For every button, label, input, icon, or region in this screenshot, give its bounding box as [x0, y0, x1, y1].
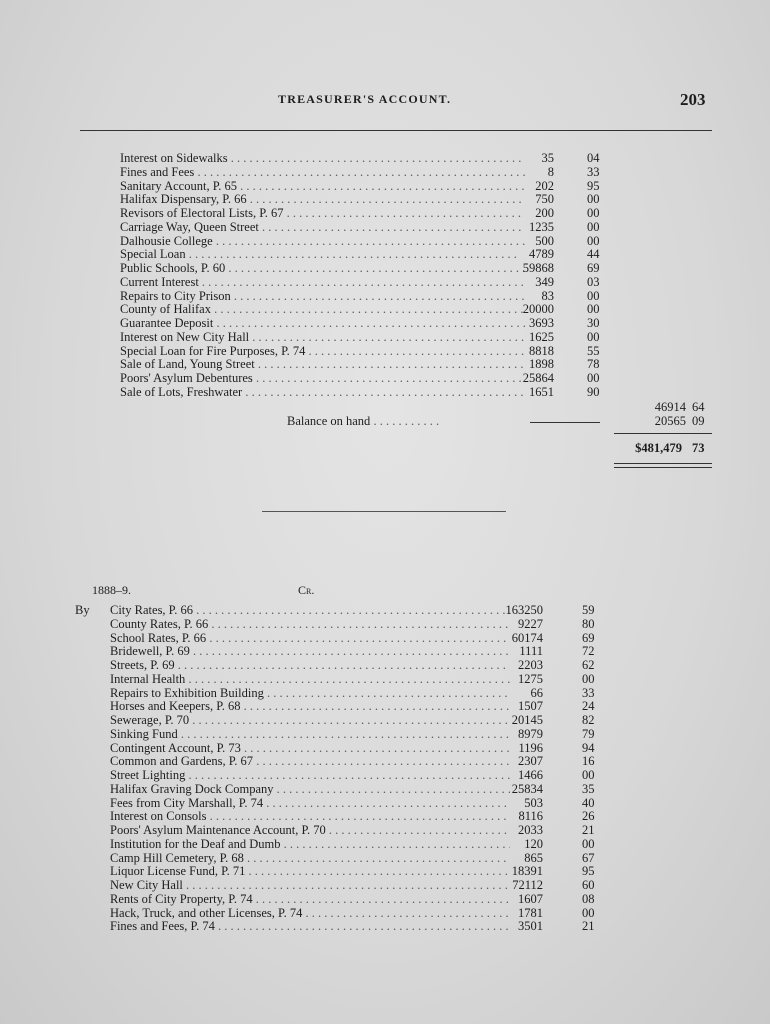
credit-label: Institution for the Deaf and Dumb . . . [110, 837, 510, 851]
credit-dollars: 1507 [518, 699, 543, 714]
credit-cents: 21 [582, 823, 595, 837]
credit-row [0, 672, 770, 686]
debit-row [0, 234, 770, 248]
debit-sum-rule [530, 422, 600, 423]
credit-dollars: 2307 [518, 754, 543, 769]
credit-label: School Rates, P. 66 . . . [110, 631, 510, 645]
section-divider [262, 511, 506, 512]
debit-label: Sanitary Account, P. 65 . . . [120, 179, 525, 193]
credit-cents: 72 [582, 644, 595, 659]
debit-cents: 33 [587, 164, 600, 179]
credit-cents: 67 [582, 850, 595, 865]
credit-cents: 40 [582, 795, 595, 810]
credit-label: Horses and Keepers, P. 68 . . . [110, 699, 510, 713]
debit-row [0, 247, 770, 261]
credit-dollars: 18391 [511, 864, 543, 879]
debit-label: Sale of Lots, Freshwater . . . [120, 385, 525, 399]
credit-label: Contingent Account, P. 73 . . . [110, 741, 510, 755]
credit-dollars: 2033 [518, 823, 543, 837]
debit-row [0, 385, 770, 399]
debit-label: Dalhousie College . . . [120, 234, 525, 248]
debit-row [0, 330, 770, 344]
debit-cents: 69 [587, 261, 600, 275]
credit-row [0, 837, 770, 851]
credit-dollars: 3501 [518, 919, 543, 934]
credit-row [0, 631, 770, 645]
credit-dollars: 25834 [511, 781, 543, 796]
credit-cents: 80 [582, 616, 595, 631]
debit-row [0, 302, 770, 316]
debit-cents: 04 [587, 151, 600, 165]
credit-label: Streets, P. 69 . . . [110, 658, 510, 672]
debit-cents: 00 [587, 288, 600, 303]
debit-label: Guarantee Deposit . . . [120, 316, 525, 330]
credit-label: New City Hall . . . [110, 878, 510, 892]
total-double-rule-2 [614, 467, 712, 468]
debit-label: Public Schools, P. 60 . . . [120, 261, 525, 275]
debit-row [0, 357, 770, 371]
credit-label: Sinking Fund . . . [110, 727, 510, 741]
grand-total-dollars: $481,479 [635, 441, 682, 455]
debit-dollars: 4789 [529, 247, 554, 262]
credit-dollars: 60174 [511, 630, 543, 645]
balance-label: Balance on hand . . . . . . . . . . . [287, 414, 440, 428]
credit-cents: 26 [582, 809, 595, 824]
credit-heading: Cr. [298, 583, 315, 597]
credit-dollars: 1196 [518, 740, 543, 755]
credit-dollars: 8116 [518, 809, 543, 824]
credit-cents: 21 [582, 919, 595, 934]
credit-dollars: 1111 [519, 644, 543, 659]
credit-cents: 08 [582, 891, 595, 906]
balance-cents: 09 [692, 414, 705, 428]
credit-label: Internal Health . . . [110, 672, 510, 686]
debit-row [0, 316, 770, 330]
debit-cents: 00 [587, 329, 600, 344]
debit-cents: 00 [587, 192, 600, 207]
credit-label: County Rates, P. 66 . . . [110, 617, 510, 631]
credit-row [0, 713, 770, 727]
debit-dollars: 3693 [529, 316, 554, 330]
debit-cents: 78 [587, 357, 600, 372]
debit-cents: 00 [587, 302, 600, 317]
debit-dollars: 1898 [529, 357, 554, 372]
debit-row [0, 220, 770, 234]
credit-cents: 33 [582, 685, 595, 700]
credit-dollars: 503 [524, 795, 543, 810]
credit-row [0, 851, 770, 865]
credit-label: Interest on Consols . . . [110, 809, 510, 823]
debit-label: Current Interest . . . [120, 275, 525, 289]
debit-row [0, 261, 770, 275]
debit-cents: 00 [587, 233, 600, 248]
debit-dollars: 1625 [529, 329, 554, 344]
debit-cents: 00 [587, 219, 600, 234]
debit-row [0, 151, 770, 165]
credit-cents: 00 [582, 905, 595, 920]
debit-cents: 90 [587, 384, 600, 399]
credit-year: 1888–9. [92, 583, 131, 597]
credit-row [0, 741, 770, 755]
debit-label: Poors' Asylum Debentures . . . [120, 371, 525, 385]
debit-dollars: 83 [541, 288, 554, 303]
credit-dollars: 163250 [505, 603, 543, 617]
debit-dollars: 750 [535, 192, 554, 207]
debit-dollars: 35 [541, 151, 554, 165]
credit-label: Liquor License Fund, P. 71 . . . [110, 864, 510, 878]
credit-row [0, 617, 770, 631]
credit-row [0, 754, 770, 768]
debit-dollars: 349 [535, 274, 554, 289]
credit-row [0, 823, 770, 837]
credit-row [0, 809, 770, 823]
credit-label: Sewerage, P. 70 . . . [110, 713, 510, 727]
credit-label: City Rates, P. 66 . . . [110, 603, 510, 617]
credit-row [0, 658, 770, 672]
debit-dollars: 59868 [522, 261, 554, 275]
credit-row [0, 782, 770, 796]
credit-row [0, 644, 770, 658]
credit-label: Repairs to Exhibition Building . . . [110, 686, 510, 700]
credit-cents: 35 [582, 781, 595, 796]
debit-subtotal-dollars: 46914 [654, 400, 686, 414]
credit-row [0, 796, 770, 810]
credit-cents: 95 [582, 864, 595, 879]
credit-row [0, 919, 770, 933]
debit-dollars: 1651 [529, 384, 554, 399]
credit-dollars: 72112 [512, 878, 543, 892]
debit-label: Interest on New City Hall . . . [120, 330, 525, 344]
debit-row [0, 371, 770, 385]
credit-row [0, 768, 770, 782]
credit-label: Fines and Fees, P. 74 . . . [110, 919, 510, 933]
debit-label: County of Halifax . . . [120, 302, 525, 316]
page-title: TREASURER'S ACCOUNT. [278, 92, 452, 106]
debit-row [0, 275, 770, 289]
credit-label: Street Lighting . . . [110, 768, 510, 782]
debit-dollars: 500 [535, 233, 554, 248]
credit-dollars: 120 [524, 836, 543, 851]
debit-dollars: 8 [547, 164, 554, 179]
credit-label: Poors' Asylum Maintenance Account, P. 70 . . . [110, 823, 510, 837]
credit-row [0, 686, 770, 700]
debit-label: Sale of Land, Young Street . . . [120, 357, 525, 371]
debit-label: Revisors of Electoral Lists, P. 67 . . . [120, 206, 525, 220]
debit-cents: 00 [587, 371, 600, 385]
debit-subtotal-cents: 64 [692, 400, 705, 414]
credit-label: Camp Hill Cemetery, P. 68 . . . [110, 851, 510, 865]
credit-row [0, 906, 770, 920]
credit-dollars: 66 [530, 685, 543, 700]
debit-row [0, 192, 770, 206]
total-double-rule-1 [614, 463, 712, 464]
credit-dollars: 20145 [511, 713, 543, 727]
credit-row [0, 892, 770, 906]
credit-cents: 00 [582, 671, 595, 686]
credit-cents: 59 [582, 603, 595, 617]
by-word: By [75, 603, 90, 617]
debit-row [0, 289, 770, 303]
credit-row [0, 603, 770, 617]
debit-dollars: 8818 [529, 343, 554, 358]
credit-cents: 16 [582, 754, 595, 769]
credit-label: Rents of City Property, P. 74 . . . [110, 892, 510, 906]
debit-dollars: 1235 [529, 219, 554, 234]
debit-dollars: 202 [535, 178, 554, 193]
debit-dollars: 200 [535, 206, 554, 220]
debit-cents: 03 [587, 274, 600, 289]
credit-cents: 79 [582, 726, 595, 741]
credit-dollars: 1466 [518, 768, 543, 782]
credit-row [0, 699, 770, 713]
debit-label: Repairs to City Prison . . . [120, 289, 525, 303]
credit-cents: 82 [582, 713, 595, 727]
credit-label: Fees from City Marshall, P. 74 . . . [110, 796, 510, 810]
debit-row [0, 344, 770, 358]
debit-cents: 95 [587, 178, 600, 193]
debit-row [0, 165, 770, 179]
balance-dollars: 20565 [654, 414, 686, 428]
debit-label: Interest on Sidewalks . . . [120, 151, 525, 165]
debit-label: Special Loan . . . [120, 247, 525, 261]
credit-cents: 60 [582, 878, 595, 892]
credit-label: Common and Gardens, P. 67 . . . [110, 754, 510, 768]
debit-label: Halifax Dispensary, P. 66 . . . [120, 192, 525, 206]
credit-label: Hack, Truck, and other Licenses, P. 74 . . . [110, 906, 510, 920]
credit-cents: 62 [582, 658, 595, 672]
debit-cents: 00 [587, 206, 600, 220]
credit-row [0, 727, 770, 741]
debit-row [0, 179, 770, 193]
credit-dollars: 1607 [518, 891, 543, 906]
debit-dollars: 20000 [522, 302, 554, 317]
credit-cents: 24 [582, 699, 595, 714]
credit-row [0, 878, 770, 892]
credit-dollars: 8979 [518, 726, 543, 741]
debit-cents: 55 [587, 343, 600, 358]
credit-dollars: 1781 [518, 905, 543, 920]
credit-dollars: 9227 [518, 616, 543, 631]
debit-dollars: 25864 [522, 371, 554, 385]
credit-label: Halifax Graving Dock Company . . . [110, 782, 510, 796]
credit-cents: 00 [582, 768, 595, 782]
debit-cents: 30 [587, 316, 600, 330]
total-rule [614, 433, 712, 434]
grand-total-cents: 73 [692, 441, 705, 455]
credit-label: Bridewell, P. 69 . . . [110, 644, 510, 658]
header-rule [80, 130, 712, 131]
credit-cents: 00 [582, 836, 595, 851]
debit-row [0, 206, 770, 220]
credit-row [0, 864, 770, 878]
credit-cents: 94 [582, 740, 595, 755]
debit-label: Fines and Fees . . . [120, 165, 525, 179]
page-number: 203 [680, 90, 706, 109]
debit-label: Special Loan for Fire Purposes, P. 74 . . . [120, 344, 525, 358]
credit-dollars: 2203 [518, 658, 543, 672]
credit-dollars: 865 [524, 850, 543, 865]
debit-cents: 44 [587, 247, 600, 262]
credit-dollars: 1275 [518, 671, 543, 686]
debit-label: Carriage Way, Queen Street . . . [120, 220, 525, 234]
credit-cents: 69 [582, 630, 595, 645]
